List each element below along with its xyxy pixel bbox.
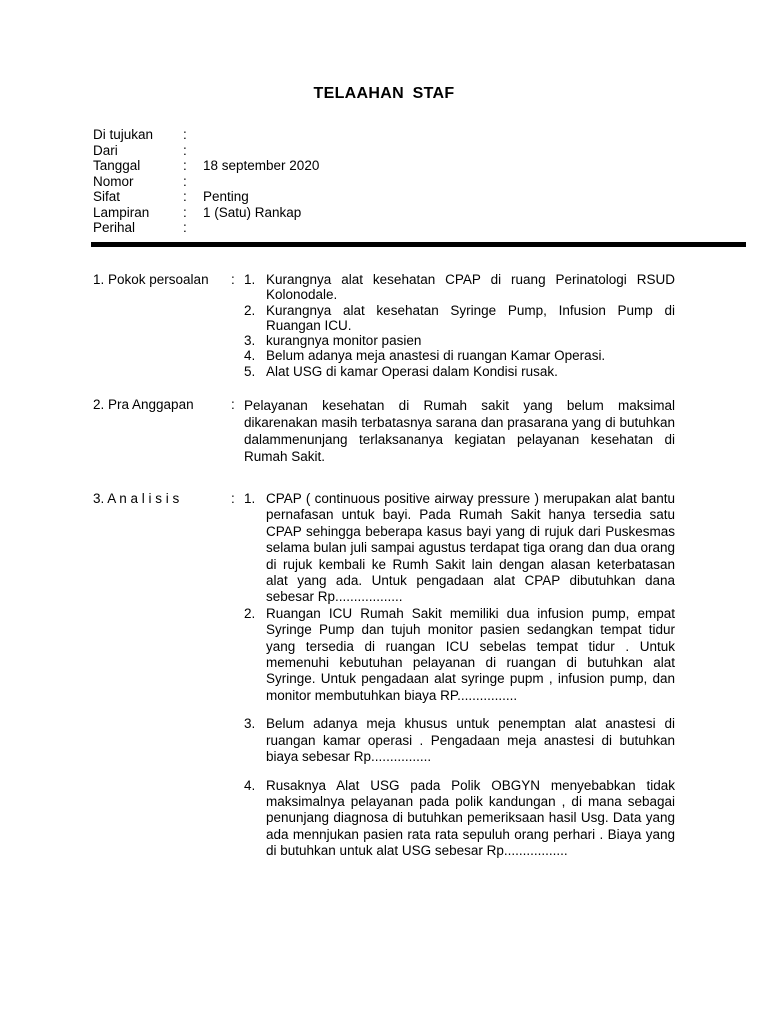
item-number: 3. bbox=[244, 333, 256, 349]
section-colon: : bbox=[231, 397, 235, 412]
field-value: 18 september 2020 bbox=[203, 158, 320, 173]
item-number: 2. bbox=[244, 302, 256, 318]
item-text: kurangnya monitor pasien bbox=[266, 333, 422, 349]
field-colon: : bbox=[183, 127, 187, 142]
item-text: Ruangan ICU Rumah Sakit memiliki dua infusion pump, empat Syringe Pump dan tujuh monitor pasien sedangkan tempat tidur yang tersedia di ruangan ICU sebelas tempat tidur . Untuk memenuhi kebutuhan pelayanan di ruangan di butuhkan alat Syringe. Untuk pengadaan alat syringe pupm , infusion pump, dan monitor membutuhkan biaya RP................ bbox=[266, 605, 675, 703]
item-text: Kurangnya alat kesehatan Syringe Pump, Infusion Pump di Ruangan ICU. bbox=[266, 302, 675, 333]
list-item bbox=[244, 272, 675, 303]
item-text: Kurangnya alat kesehatan CPAP di ruang Perinatologi RSUD Kolonodale. bbox=[266, 272, 675, 303]
list-item bbox=[244, 348, 675, 363]
item-text: Belum adanya meja khusus untuk penemptan alat anastesi di ruangan kamar operasi . Pengadaan meja anastesi di butuhkan biaya sebesar Rp................ bbox=[266, 716, 675, 765]
list-item bbox=[244, 303, 675, 334]
field-label: Perihal bbox=[93, 220, 136, 235]
section-colon: : bbox=[231, 272, 235, 287]
section-label: 3. A n a l i s i s bbox=[93, 491, 180, 506]
item-number: 5. bbox=[244, 363, 256, 379]
section-colon: : bbox=[231, 491, 235, 506]
item-text: Rusaknya Alat USG pada Polik OBGYN menyebabkan tidak maksimalnya pelayanan pada polik kandungan , di mana sebagai penunjang diagnosa di butuhkan pemeriksaan hasil Usg. Data yang ada mennjukan pasien rata rata sepuluh orang perhari . Biaya yang di butuhkan untuk alat USG sebesar Rp................. bbox=[266, 777, 675, 859]
list-item bbox=[244, 606, 675, 704]
item-text: Belum adanya meja anastesi di ruangan Kamar Operasi. bbox=[266, 348, 606, 364]
list-item bbox=[244, 333, 675, 348]
item-number: 2. bbox=[244, 605, 256, 621]
field-colon: : bbox=[183, 173, 187, 189]
header-divider bbox=[91, 242, 746, 247]
field-label: Di tujukan bbox=[93, 127, 154, 142]
field-colon: : bbox=[183, 158, 187, 173]
field-label: Lampiran bbox=[93, 204, 150, 220]
field-value: Penting bbox=[203, 189, 249, 204]
item-number: 4. bbox=[244, 777, 256, 793]
section-paragraph: Pelayanan kesehatan di Rumah sakit yang belum maksimal dikarenakan masih terbatasnya sarana dan prasarana yang di butuhkan dalammenunjang terlaksananya kegiatan pelayanan kesehatan di Rumah Sakit. bbox=[244, 398, 675, 464]
field-label: Dari bbox=[93, 142, 118, 158]
field-label: Sifat bbox=[93, 189, 121, 204]
item-number: 4. bbox=[244, 348, 256, 364]
item-list bbox=[244, 491, 675, 860]
list-item bbox=[244, 364, 675, 379]
list-item bbox=[244, 491, 675, 606]
list-item bbox=[244, 778, 675, 860]
section-label: 1. Pokok persoalan bbox=[93, 272, 209, 287]
item-text: CPAP ( continuous positive airway pressure ) merupakan alat bantu pernafasan untuk bayi. Pada Rumah Sakit hanya tersedia satu CPAP sehingga beberapa kasus bayi yang di rujuk dari Puskesmas selama bulan juli sampai agustus terdapat tiga orang dan dua orang di rujuk kembali ke Rumh Sakit lain dengan alasan keterbatasan alat yang ada. Untuk pengadaan alat CPAP dibutuhkan dana sebesar Rp.................. bbox=[266, 491, 675, 605]
item-text: Alat USG di kamar Operasi dalam Kondisi rusak. bbox=[266, 363, 558, 379]
field-label: Nomor bbox=[93, 173, 134, 189]
section-label: 2. Pra Anggapan bbox=[93, 397, 194, 412]
item-list bbox=[244, 272, 675, 379]
field-label: Tanggal bbox=[93, 158, 141, 173]
field-colon: : bbox=[183, 204, 187, 220]
field-value: 1 (Satu) Rankap bbox=[203, 204, 302, 220]
field-colon: : bbox=[183, 142, 187, 158]
item-number: 1. bbox=[244, 272, 256, 287]
document-title: TELAAHAN STAF bbox=[313, 85, 455, 102]
list-item bbox=[244, 716, 675, 765]
field-colon: : bbox=[183, 189, 187, 204]
item-number: 3. bbox=[244, 716, 256, 732]
item-number: 1. bbox=[244, 491, 256, 506]
field-colon: : bbox=[183, 220, 187, 235]
